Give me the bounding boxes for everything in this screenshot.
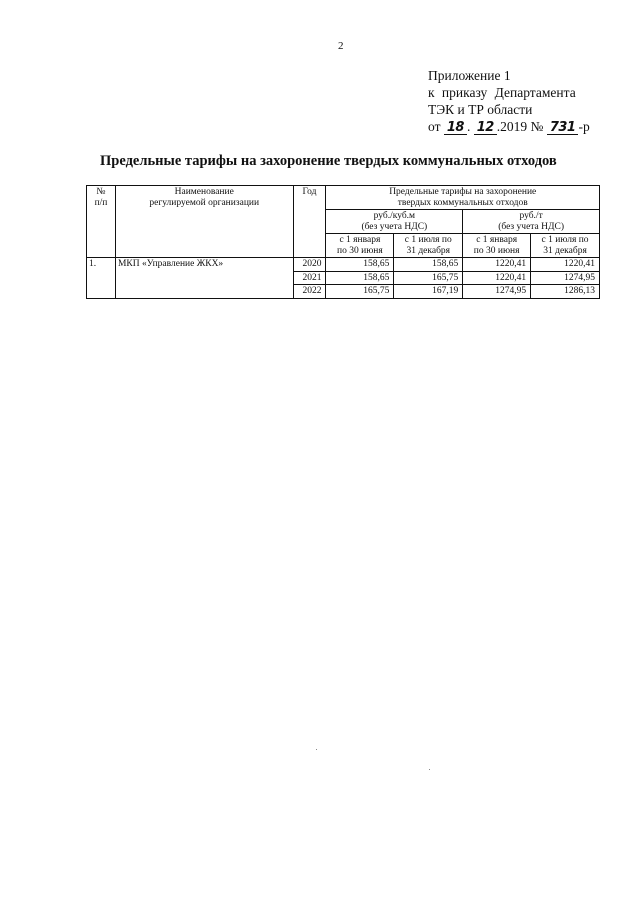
- scan-speck: [316, 749, 317, 750]
- row-year: 2020: [293, 258, 326, 272]
- cell-t-h1: 1220,41: [463, 258, 531, 272]
- header-year: Год: [293, 186, 326, 258]
- cell-m3-h1: 165,75: [326, 285, 394, 299]
- appendix-block: [428, 67, 590, 135]
- scan-speck: [429, 769, 430, 770]
- date-prefix: от: [428, 119, 441, 134]
- header-period-4: с 1 июля по 31 декабря: [531, 234, 600, 258]
- row-num: 1.: [87, 258, 116, 299]
- header-period-2: с 1 июля по 31 декабря: [394, 234, 463, 258]
- appendix-date-line: [428, 118, 590, 135]
- header-unit-t: руб./т (без учета НДС): [463, 210, 600, 234]
- cell-t-h2: 1220,41: [531, 258, 600, 272]
- header-period-3: с 1 января по 30 июня: [463, 234, 531, 258]
- row-year: 2021: [293, 271, 326, 285]
- cell-m3-h2: 165,75: [394, 271, 463, 285]
- date-day-handwritten: 18: [444, 121, 467, 135]
- document-title: Предельные тарифы на захоронение твердых коммунальных отходов: [100, 153, 557, 169]
- cell-m3-h1: 158,65: [326, 258, 394, 272]
- header-unit-m3: руб./куб.м (без учета НДС): [326, 210, 463, 234]
- page-number: 2: [338, 40, 344, 52]
- row-year: 2022: [293, 285, 326, 299]
- cell-t-h2: 1274,95: [531, 271, 600, 285]
- order-suffix: -р: [578, 119, 590, 134]
- date-year: .2019 №: [496, 119, 544, 134]
- cell-t-h2: 1286,13: [531, 285, 600, 299]
- date-separator: .: [466, 119, 471, 134]
- header-organization: Наименование регулируемой организации: [115, 186, 293, 258]
- order-number-handwritten: 731: [547, 121, 579, 135]
- table-header-row: [87, 186, 600, 210]
- tariff-table: [86, 185, 600, 299]
- header-num: № п/п: [87, 186, 116, 258]
- header-period-1: с 1 января по 30 июня: [326, 234, 394, 258]
- cell-t-h1: 1274,95: [463, 285, 531, 299]
- cell-m3-h2: 158,65: [394, 258, 463, 272]
- header-tariffs: Предельные тарифы на захоронение твердых коммунальных отходов: [326, 186, 600, 210]
- cell-m3-h1: 158,65: [326, 271, 394, 285]
- cell-m3-h2: 167,19: [394, 285, 463, 299]
- appendix-order-ref: к приказу Департамента: [428, 85, 576, 100]
- appendix-department: ТЭК и ТР области: [428, 102, 533, 117]
- date-month-handwritten: 12: [474, 121, 497, 135]
- row-organization: МКП «Управление ЖКХ»: [115, 258, 293, 299]
- table-row: [87, 258, 600, 272]
- appendix-title: Приложение 1: [428, 68, 511, 83]
- cell-t-h1: 1220,41: [463, 271, 531, 285]
